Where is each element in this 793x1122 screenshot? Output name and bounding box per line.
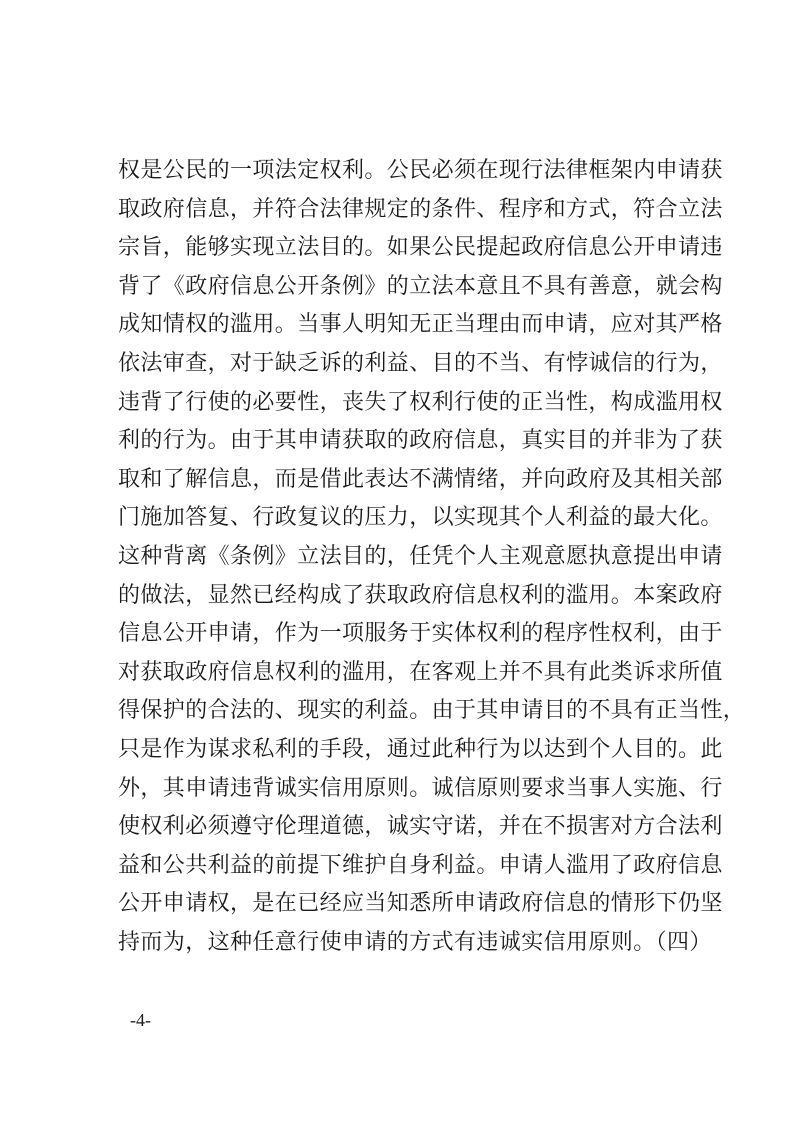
text-line: 益和公共利益的前提下维护自身利益。申请人滥用了政府信息 [118, 852, 723, 878]
text-line: 权是公民的一项法定权利。公民必须在现行法律框架内申请获 [118, 158, 723, 183]
page-number: -4- [130, 1010, 151, 1030]
text-line: 取和了解信息，而是借此表达不满情绪，并向政府及其相关部 [118, 466, 723, 492]
text-line: 取政府信息，并符合法律规定的条件、程序和方式，符合立法 [118, 196, 723, 222]
text-line: 利的行为。由于其申请获取的政府信息，真实目的并非为了获 [118, 428, 723, 454]
text-line: 对获取政府信息权利的滥用，在客观上并不具有此类诉求所值 [118, 659, 723, 685]
text-line: 依法审查，对于缺乏诉的利益、目的不当、有悖诚信的行为， [118, 350, 723, 376]
text-line: 得保护的合法的、现实的利益。由于其申请目的不具有正当性， [118, 698, 746, 724]
text-line: 信息公开申请，作为一项服务于实体权利的程序性权利，由于 [118, 621, 723, 647]
text-line: 只是作为谋求私利的手段，通过此种行为以达到个人目的。此 [118, 736, 723, 762]
text-line: 持而为，这种任意行使申请的方式有违诚实信用原则。（四） [118, 929, 712, 955]
text-line: 外，其申请违背诚实信用原则。诚信原则要求当事人实施、行 [118, 775, 723, 801]
text-line: 使权利必须遵守伦理道德，诚实守诺，并在不损害对方合法利 [118, 814, 723, 840]
body-paragraph [118, 152, 746, 962]
text-line: 宗旨，能够实现立法目的。如果公民提起政府信息公开申请违 [118, 235, 723, 261]
text-line: 成知情权的滥用。当事人明知无正当理由而申请，应对其严格 [118, 312, 723, 338]
text-line: 门施加答复、行政复议的压力，以实现其个人利益的最大化。 [118, 505, 723, 531]
text-line: 这种背离《条例》立法目的，任凭个人主观意愿执意提出申请 [118, 543, 723, 569]
text-line: 违背了行使的必要性，丧失了权利行使的正当性，构成滥用权 [118, 389, 723, 415]
text-line: 背了《政府信息公开条例》的立法本意且不具有善意，就会构 [118, 273, 723, 299]
text-line: 公开申请权，是在已经应当知悉所申请政府信息的情形下仍坚 [118, 891, 723, 917]
text-line: 的做法，显然已经构成了获取政府信息权利的滥用。本案政府 [118, 582, 723, 608]
